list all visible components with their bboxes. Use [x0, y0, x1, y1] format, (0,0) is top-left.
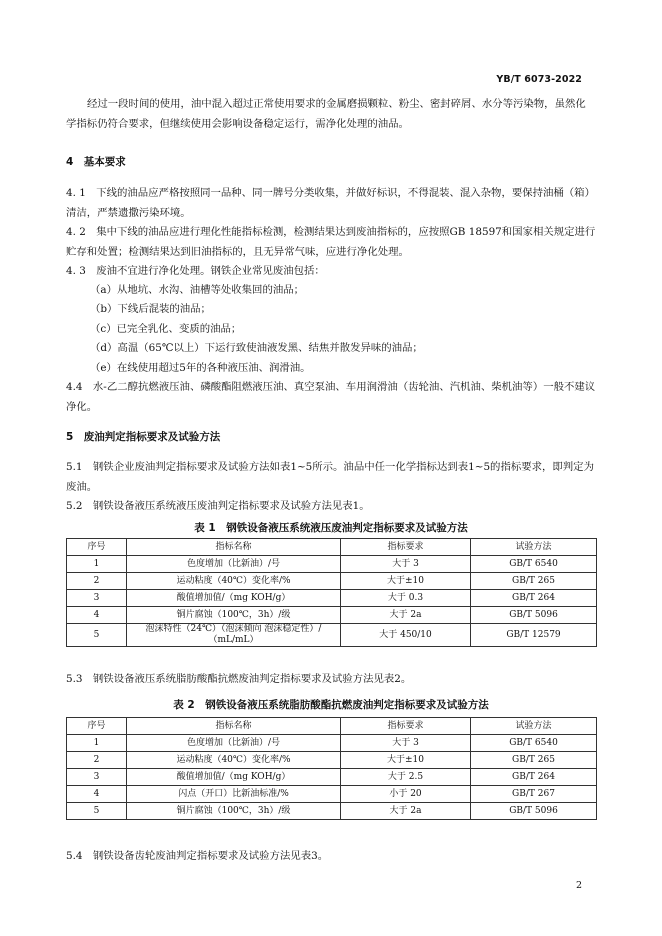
clause-5-1: 5.1 钢铁企业废油判定指标要求及试验方法如表1~5所示。油品中任一化学指标达到表1~5的指标要求，即判定为废油。 — [66, 461, 594, 493]
table-cell: 1 — [67, 735, 127, 752]
intro-paragraph: 经过一段时间的使用，油中混入超过正常使用要求的金属磨损颗粒、粉尘、密封碎屑、水分等污染物，虽然化学指标仍符合要求，但继续使用会影响设备稳定运行，需净化处理的油品。 — [66, 98, 586, 130]
table-cell: 色度增加（比新油）/号 — [127, 735, 341, 752]
table-cell: GB/T 5096 — [471, 607, 597, 624]
table-cell: GB/T 264 — [471, 590, 597, 607]
clause-4-2: 4. 2 集中下线的油品应进行理化性能指标检测，检测结果达到废油指标的，应按照GB 18597和国家相关规定进行贮存和处置；检测结果达到旧油指标的，且无异常气味，应进行净化处理。 — [66, 226, 596, 258]
table-cell: 闪点（开口）比新油标准/% — [127, 786, 341, 803]
table-row — [67, 556, 597, 573]
clause-5-4: 5.4 钢铁设备齿轮废油判定指标要求及试验方法见表3。 — [66, 850, 329, 862]
table-cell: 大于 450/10 — [341, 624, 471, 647]
table-cell: 运动粘度（40℃）变化率/% — [127, 752, 341, 769]
table-cell: 运动粘度（40℃）变化率/% — [127, 573, 341, 590]
table-header-row — [67, 539, 597, 556]
table-cell: 泡沫特性（24℃）（泡沫倾向 泡沫稳定性）/（mL/mL） — [127, 624, 341, 647]
clause-4-4: 4.4 水-乙二醇抗燃液压油、磷酸酯阻燃液压油、真空泵油、车用润滑油（齿轮油、汽机油、柴机油等）一般不建议净化。 — [66, 381, 596, 413]
table-row — [67, 735, 597, 752]
table-cell: 色度增加（比新油）/号 — [127, 556, 341, 573]
table-row — [67, 769, 597, 786]
table-cell: GB/T 264 — [471, 769, 597, 786]
header-cell: 序号 — [67, 539, 127, 556]
table-cell: 大于 2.5 — [341, 769, 471, 786]
clause-4-1: 4. 1 下线的油品应严格按照同一品种、同一牌号分类收集，并做好标识，不得混装、混入杂物，要保持油桶（箱）清洁，严禁遗撒污染环境。 — [66, 187, 595, 219]
header-cell: 指标名称 — [127, 539, 341, 556]
table-cell: 5 — [67, 803, 127, 820]
table-cell: 大于 3 — [341, 735, 471, 752]
table-cell: GB/T 6540 — [471, 556, 597, 573]
table-cell: 3 — [67, 769, 127, 786]
page-number: 2 — [575, 880, 582, 891]
table-cell: GB/T 265 — [471, 573, 597, 590]
table-header-row — [67, 718, 597, 735]
table-cell: GB/T 5096 — [471, 803, 597, 820]
table-cell: 大于 3 — [341, 556, 471, 573]
list-item-c: （c）已完全乳化、变质的油品； — [90, 323, 242, 335]
table-row — [67, 786, 597, 803]
table-1-caption: 表 1 钢铁设备液压系统液压废油判定指标要求及试验方法 — [194, 522, 468, 534]
table-cell: 2 — [67, 573, 127, 590]
header-cell: 指标要求 — [341, 718, 471, 735]
header-cell: 试验方法 — [471, 718, 597, 735]
table-cell: 2 — [67, 752, 127, 769]
list-item-d: （d）高温（65℃以上）下运行致使油液发黑、结焦并散发异味的油品； — [90, 342, 423, 354]
table-row — [67, 573, 597, 590]
table-1 — [66, 538, 597, 647]
clause-5-3: 5.3 钢铁设备液压系统脂肪酸酯抗燃废油判定指标要求及试验方法见表2。 — [66, 673, 412, 685]
table-row — [67, 607, 597, 624]
clause-4-3: 4. 3 废油不宜进行净化处理。钢铁企业常见废油包括： — [66, 265, 325, 277]
table-cell: 铜片腐蚀（100℃，3h）/级 — [127, 607, 341, 624]
table-cell: GB/T 6540 — [471, 735, 597, 752]
table-cell: GB/T 267 — [471, 786, 597, 803]
table-cell: 大于±10 — [341, 752, 471, 769]
table-row — [67, 624, 597, 647]
table-cell: 3 — [67, 590, 127, 607]
table-2-caption: 表 2 钢铁设备液压系统脂肪酸酯抗燃废油判定指标要求及试验方法 — [173, 699, 489, 711]
header-cell: 序号 — [67, 718, 127, 735]
list-item-a: （a）从地坑、水沟、油槽等处收集回的油品； — [90, 284, 305, 296]
table-row — [67, 803, 597, 820]
table-cell: 小于 20 — [341, 786, 471, 803]
header-cell: 指标要求 — [341, 539, 471, 556]
table-cell: 大于 2a — [341, 803, 471, 820]
document-code: YB/T 6073-2022 — [496, 74, 582, 85]
table-cell: 酸值增加值/（mg KOH/g） — [127, 769, 341, 786]
list-item-b: （b）下线后混装的油品； — [90, 303, 211, 315]
header-cell: 指标名称 — [127, 718, 341, 735]
table-cell: 4 — [67, 607, 127, 624]
table-row — [67, 590, 597, 607]
table-cell: 大于 0.3 — [341, 590, 471, 607]
table-cell: GB/T 12579 — [471, 624, 597, 647]
table-cell: 大于 2a — [341, 607, 471, 624]
section-4-heading: 4 基本要求 — [66, 156, 126, 168]
table-cell: 4 — [67, 786, 127, 803]
table-cell: GB/T 265 — [471, 752, 597, 769]
table-cell: 1 — [67, 556, 127, 573]
table-cell: 酸值增加值/（mg KOH/g） — [127, 590, 341, 607]
header-cell: 试验方法 — [471, 539, 597, 556]
table-cell: 大于±10 — [341, 573, 471, 590]
table-row — [67, 752, 597, 769]
table-2 — [66, 717, 597, 820]
section-5-heading: 5 废油判定指标要求及试验方法 — [66, 431, 221, 443]
clause-5-2: 5.2 钢铁设备液压系统液压废油判定指标要求及试验方法见表1。 — [66, 500, 370, 512]
table-cell: 铜片腐蚀（100℃，3h）/级 — [127, 803, 341, 820]
list-item-e: （e）在线使用超过5年的各种液压油、润滑油。 — [90, 362, 311, 374]
table-cell: 5 — [67, 624, 127, 647]
